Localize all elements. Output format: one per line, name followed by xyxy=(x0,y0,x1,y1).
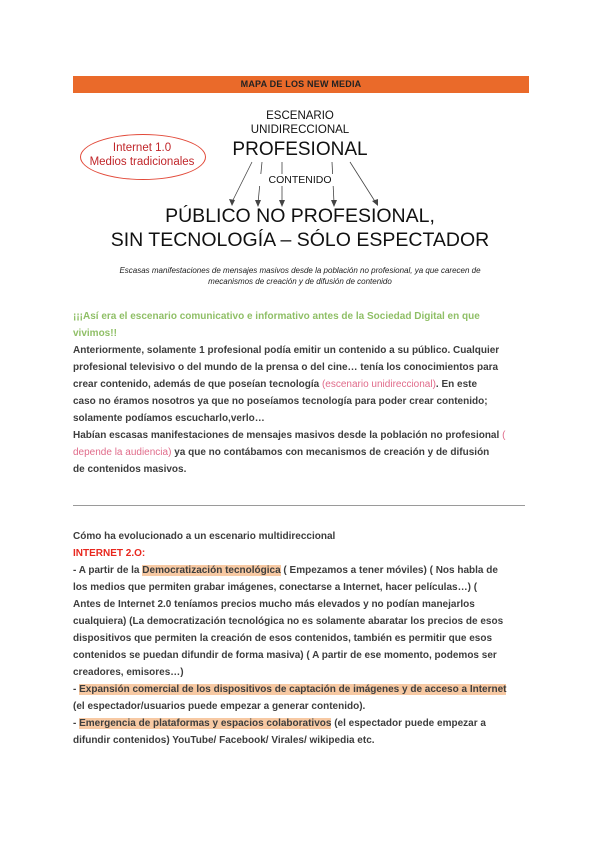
audience-note: depende la audiencia) xyxy=(73,447,172,458)
diagram-caption xyxy=(60,265,540,287)
caption-line-1: Escasas manifestaciones de mensajes masivos desde la población no profesional, ya que carecen de xyxy=(119,266,481,275)
s2-line-1 xyxy=(73,562,533,579)
profesional-label: PROFESIONAL xyxy=(232,139,368,160)
s2-line-6: contenidos se puedan difundir de forma masiva) ( A partir de ese momento, podemos ser xyxy=(73,650,497,661)
s2-line-3: Antes de Internet 2.0 teníamos precios mucho más elevados y no podían manejarlos xyxy=(73,599,475,610)
highlight-emergencia: Emergencia de plataformas y espacios colaborativos xyxy=(79,718,332,729)
s2-line-4: cualquiera) (La democratización tecnológica no es solamente abaratar los precios de esos xyxy=(73,616,504,627)
p1-line-1: Anteriormente, solamente 1 profesional podía emitir un contenido a su público. Cualquier xyxy=(73,345,500,356)
p2-line-3: de contenidos masivos. xyxy=(73,464,187,475)
s2-line-1-b: ( Empezamos a tener móviles) ( Nos habla de xyxy=(280,565,498,576)
p1-line-3-b: . En este xyxy=(435,379,478,390)
section-2 xyxy=(73,528,533,749)
scenario-unidirectional-note: (escenario unidireccional) xyxy=(321,379,436,390)
highlight-democratizacion: Democratización tecnológica xyxy=(142,565,281,576)
p2-line-1-paren: ( xyxy=(502,430,506,441)
s2-line-10 xyxy=(73,715,533,732)
p1-line-4: caso no éramos nosotros ya que no poseíamos tecnología para poder crear contenido; xyxy=(73,396,488,407)
p1-line-5: solamente podíamos escucharlo,verlo… xyxy=(73,413,265,424)
p1-line-3-a: crear contenido, además de que poseían tecnología xyxy=(73,379,322,390)
s2-line-5: dispositivos que permiten la creación de esos contenidos, también es permitir que esos xyxy=(73,633,493,644)
arrow-line-1 xyxy=(232,162,252,202)
p2-line-1-a: Habían escasas manifestaciones de mensajes masivos desde la población no profesional xyxy=(73,430,503,441)
section-1-heading-line-2: vivimos!! xyxy=(73,328,117,339)
p2-line-2 xyxy=(73,444,533,461)
p2-line-2-b: ya que no contábamos con mecanismos de creación y de difusión xyxy=(171,447,490,458)
section-1-heading-line-1: ¡¡¡Así era el escenario comunicativo e informativo antes de la Sociedad Digital en que xyxy=(73,311,480,322)
s2-line-10-a: - xyxy=(73,718,80,729)
p1-line-3 xyxy=(73,376,533,393)
oval-line-1: Internet 1.0 xyxy=(112,142,172,154)
section-divider xyxy=(73,505,525,506)
s2-line-7: creadores, emisores…) xyxy=(73,667,184,678)
section-2-title: INTERNET 2.O: xyxy=(73,548,146,559)
publico-line-2: SIN TECNOLOGÍA – SÓLO ESPECTADOR xyxy=(110,229,490,251)
s2-line-8 xyxy=(73,681,533,698)
scenario-line-1: ESCENARIO xyxy=(266,110,334,122)
scenario-line-2: UNIDIRECCIONAL xyxy=(250,124,350,136)
publico-line-1: PÚBLICO NO PROFESIONAL, xyxy=(165,205,435,227)
s2-line-11: difundir contenidos) YouTube/ Facebook/ Virales/ wikipedia etc. xyxy=(73,735,375,746)
s2-line-8-a: - xyxy=(73,684,80,695)
s2-line-9: (el espectador/usuarios puede empezar a generar contenido). xyxy=(73,701,366,712)
p2-line-1 xyxy=(73,427,533,444)
contenido-label: CONTENIDO xyxy=(250,174,350,186)
arrow-line-5 xyxy=(350,162,376,203)
title-banner: MAPA DE LOS NEW MEDIA xyxy=(73,76,529,93)
p1-line-2: profesional televisivo o del mundo de la prensa o del cine… tenía los conocimientos para xyxy=(73,362,499,373)
highlight-expansion: Expansión comercial de los dispositivos de captación de imágenes y de acceso a Internet xyxy=(79,684,507,695)
s2-line-2: los medios que permiten grabar imágenes, conectarse a Internet, hacer películas…) ( xyxy=(73,582,478,593)
s2-line-1-a: - A partir de la xyxy=(73,565,143,576)
oval-line-2: Medios tradicionales xyxy=(89,156,195,168)
caption-line-2: mecanismos de creación y de difusión de contenido xyxy=(208,277,392,286)
diagram-arrows xyxy=(0,0,600,300)
s2-line-10-b: (el espectador puede empezar a xyxy=(331,718,486,729)
section-1 xyxy=(73,308,533,478)
section-2-intro: Cómo ha evolucionado a un escenario multidireccional xyxy=(73,531,336,542)
